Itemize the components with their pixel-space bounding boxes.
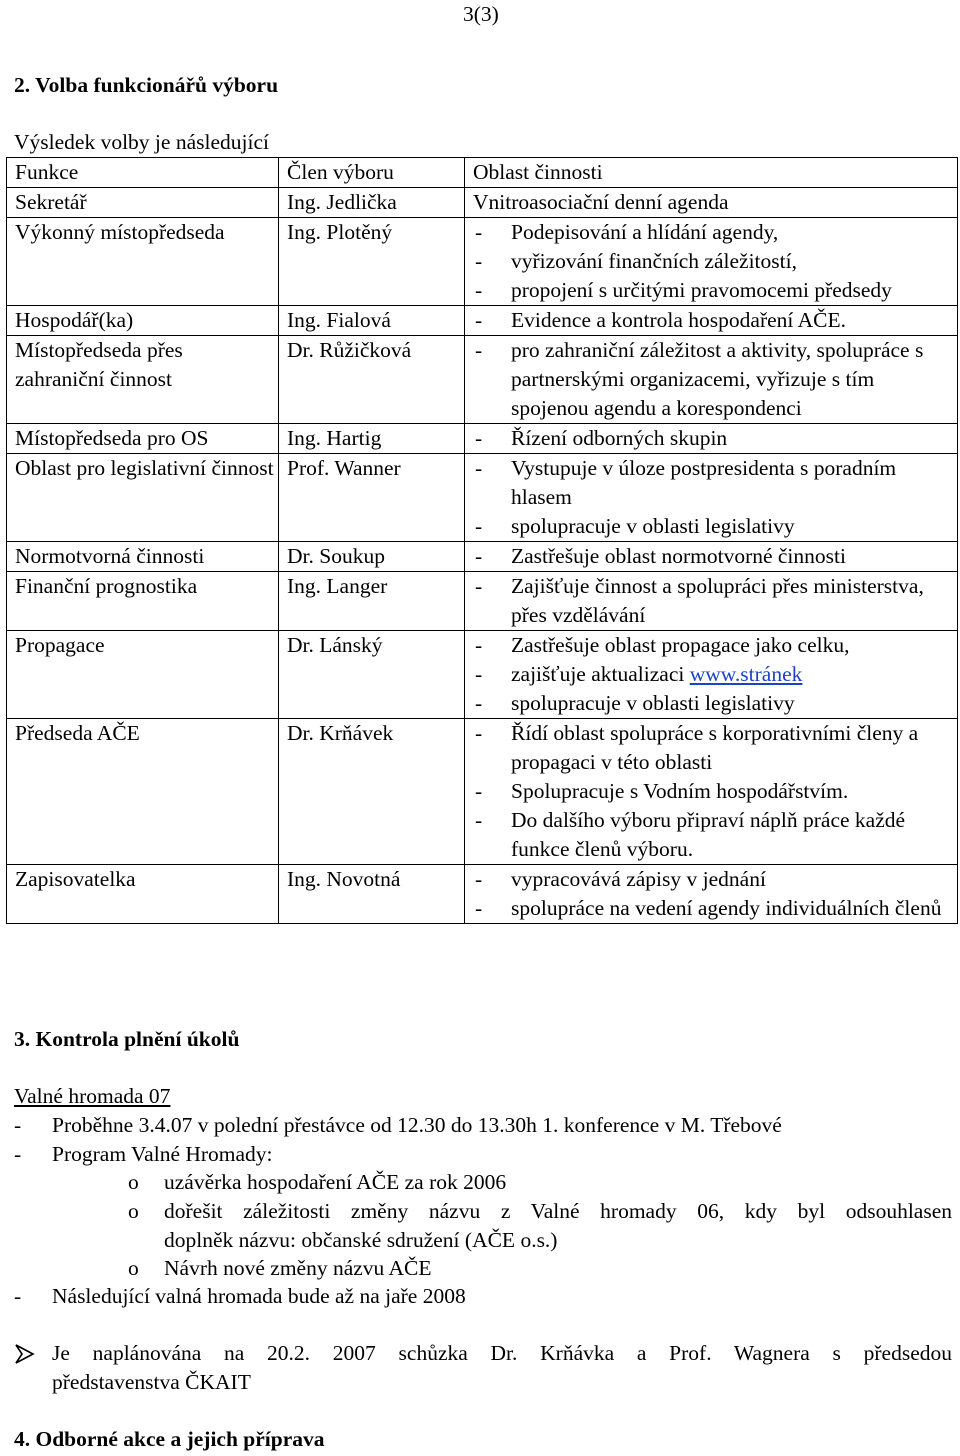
dash-marker: - [475, 426, 483, 450]
section-2-heading: 2. Volba funkcionářů výboru [14, 73, 279, 97]
list-item: - spolupracuje v oblasti legislativy [473, 689, 953, 718]
row-member: Ing. Hartig [279, 424, 465, 454]
dash-marker: - [475, 721, 483, 745]
row-area [465, 306, 958, 336]
section-3-subheading: Valné hromada 07 [14, 1084, 171, 1108]
table-row [7, 631, 958, 719]
sub-list-item-text: Návrh nové změny názvu AČE [164, 1256, 432, 1280]
header-member: Člen výboru [279, 158, 465, 188]
dash-marker: - [14, 1142, 22, 1166]
table-header-row [7, 158, 958, 188]
row-member: Dr. Soukup [279, 542, 465, 572]
table-row [7, 572, 958, 631]
table-row [7, 719, 958, 865]
header-area: Oblast činnosti [465, 158, 958, 188]
dash-marker: - [475, 808, 483, 832]
row-member: Prof. Wanner [279, 454, 465, 542]
table-row [7, 218, 958, 306]
dash-marker: - [475, 574, 483, 598]
row-area [465, 336, 958, 424]
row-function: Sekretář [7, 188, 279, 218]
list-item-text: Proběhne 3.4.07 v polední přestávce od 12.30 do 13.30h 1. konference v M. Třebové [52, 1113, 782, 1137]
list-item: - Řídí oblast spolupráce s korporativními členy a propagaci v této oblasti [475, 721, 919, 774]
row-area [465, 424, 958, 454]
row-function: Zapisovatelka [7, 865, 279, 924]
section-3-heading: 3. Kontrola plnění úkolů [14, 1027, 240, 1051]
web-pages-link[interactable]: www.stránek [689, 662, 803, 686]
list-item: - spolupráce na vedení agendy individuálních členů [473, 894, 953, 923]
row-member: Dr. Lánský [279, 631, 465, 719]
row-area [465, 542, 958, 572]
list-item: - spolupracuje v oblasti legislativy [473, 512, 953, 541]
dash-marker: - [475, 544, 483, 568]
row-area [465, 631, 958, 719]
dash-marker: - [475, 633, 483, 657]
table-row [7, 865, 958, 924]
list-item: - propojení s určitými pravomocemi předsedy [473, 276, 953, 305]
row-area [465, 218, 958, 306]
table-row [7, 542, 958, 572]
sub-list-item-text: uzávěrka hospodaření AČE za rok 2006 [164, 1170, 507, 1194]
row-function: Propagace [7, 631, 279, 719]
list-item: - pro zahraniční záležitost a aktivity, spolupráce s partnerskými organizacemi, vyřizuje s tím spojenou agendu a korespondenci [475, 338, 924, 420]
list-item: - Evidence a kontrola hospodaření AČE. [473, 306, 953, 335]
table-row [7, 336, 958, 424]
table-row [7, 188, 958, 218]
sub-list-item-text: dořešit záležitosti změny názvu z Valné hromady 06, kdy byl odsouhlasen [164, 1199, 952, 1223]
section-4-heading: 4. Odborné akce a jejich příprava [14, 1427, 325, 1451]
row-function: Předseda AČE [7, 719, 279, 865]
dash-marker: - [475, 308, 483, 332]
table-row [7, 454, 958, 542]
header-function: Funkce [7, 158, 279, 188]
row-member: Ing. Jedlička [279, 188, 465, 218]
dash-marker: - [475, 220, 483, 244]
list-item-text: Program Valné Hromady: [52, 1142, 273, 1166]
officers-table [6, 157, 958, 924]
row-member: Dr. Krňávek [279, 719, 465, 865]
row-member: Ing. Plotěný [279, 218, 465, 306]
row-function: Výkonný místopředseda [7, 218, 279, 306]
row-function: Místopředseda přes zahraniční činnost [7, 336, 279, 424]
dash-marker: - [14, 1284, 22, 1308]
dash-marker: - [475, 867, 483, 891]
circle-bullet: o [128, 1256, 139, 1280]
sub-list-item-text: doplněk názvu: občanské sdružení (AČE o.s.) [164, 1228, 558, 1252]
list-item-text: Následující valná hromada bude až na jaře 2008 [52, 1284, 466, 1308]
row-function: Normotvorná činnosti [7, 542, 279, 572]
meeting-note-line-1: Je naplánována na 20.2. 2007 schůzka Dr. Krňávka a Prof. Wagnera s předsedou [52, 1341, 952, 1365]
table-row [7, 306, 958, 336]
row-member: Ing. Fialová [279, 306, 465, 336]
circle-bullet: o [128, 1170, 139, 1194]
row-member: Dr. Růžičková [279, 336, 465, 424]
row-area [465, 719, 958, 865]
row-function: Místopředseda pro OS [7, 424, 279, 454]
row-area [465, 865, 958, 924]
section-2-intro: Výsledek volby je následující [14, 130, 269, 154]
list-item: - Do dalšího výboru připraví náplň práce každé funkce členů výboru. [475, 808, 906, 861]
dash-marker: - [475, 278, 483, 302]
table-row [7, 424, 958, 454]
row-area [465, 454, 958, 542]
list-item: - vyřizování finančních záležitostí, [473, 247, 953, 276]
dash-marker: - [14, 1113, 22, 1137]
dash-marker: - [475, 662, 483, 686]
dash-marker: - [475, 514, 483, 538]
dash-marker: - [475, 896, 483, 920]
list-item: - Zastřešuje oblast normotvorné činnosti [473, 542, 953, 571]
dash-marker: - [475, 691, 483, 715]
row-area: Vnitroasociační denní agenda [465, 188, 958, 218]
row-function: Oblast pro legislativní činnost [7, 454, 279, 542]
dash-marker: - [475, 456, 483, 480]
row-area [465, 572, 958, 631]
row-member: Ing. Novotná [279, 865, 465, 924]
list-item: - Zajišťuje činnost a spolupráci přes ministerstva, přes vzdělávání [475, 574, 924, 627]
page-number: 3(3) [463, 2, 499, 26]
meeting-note-line-2: představenstva ČKAIT [52, 1370, 251, 1394]
list-item: - Zastřešuje oblast propagace jako celku, [473, 631, 953, 660]
row-function: Finanční prognostika [7, 572, 279, 631]
list-item: - zajišťuje aktualizaci www.stránek [473, 660, 953, 689]
dash-marker: - [475, 249, 483, 273]
list-item: - Spolupracuje s Vodním hospodářstvím. [473, 777, 953, 806]
dash-marker: - [475, 779, 483, 803]
list-item: - Podepisování a hlídání agendy, [473, 218, 953, 247]
dash-marker: - [475, 338, 483, 362]
list-item: - Vystupuje v úloze postpresidenta s poradním hlasem [475, 456, 897, 509]
circle-bullet: o [128, 1199, 139, 1223]
row-member: Ing. Langer [279, 572, 465, 631]
arrowhead-bullet-icon [14, 1340, 36, 1368]
list-item: - Řízení odborných skupin [473, 424, 953, 453]
list-item: - vypracovává zápisy v jednání [473, 865, 953, 894]
row-function: Hospodář(ka) [7, 306, 279, 336]
